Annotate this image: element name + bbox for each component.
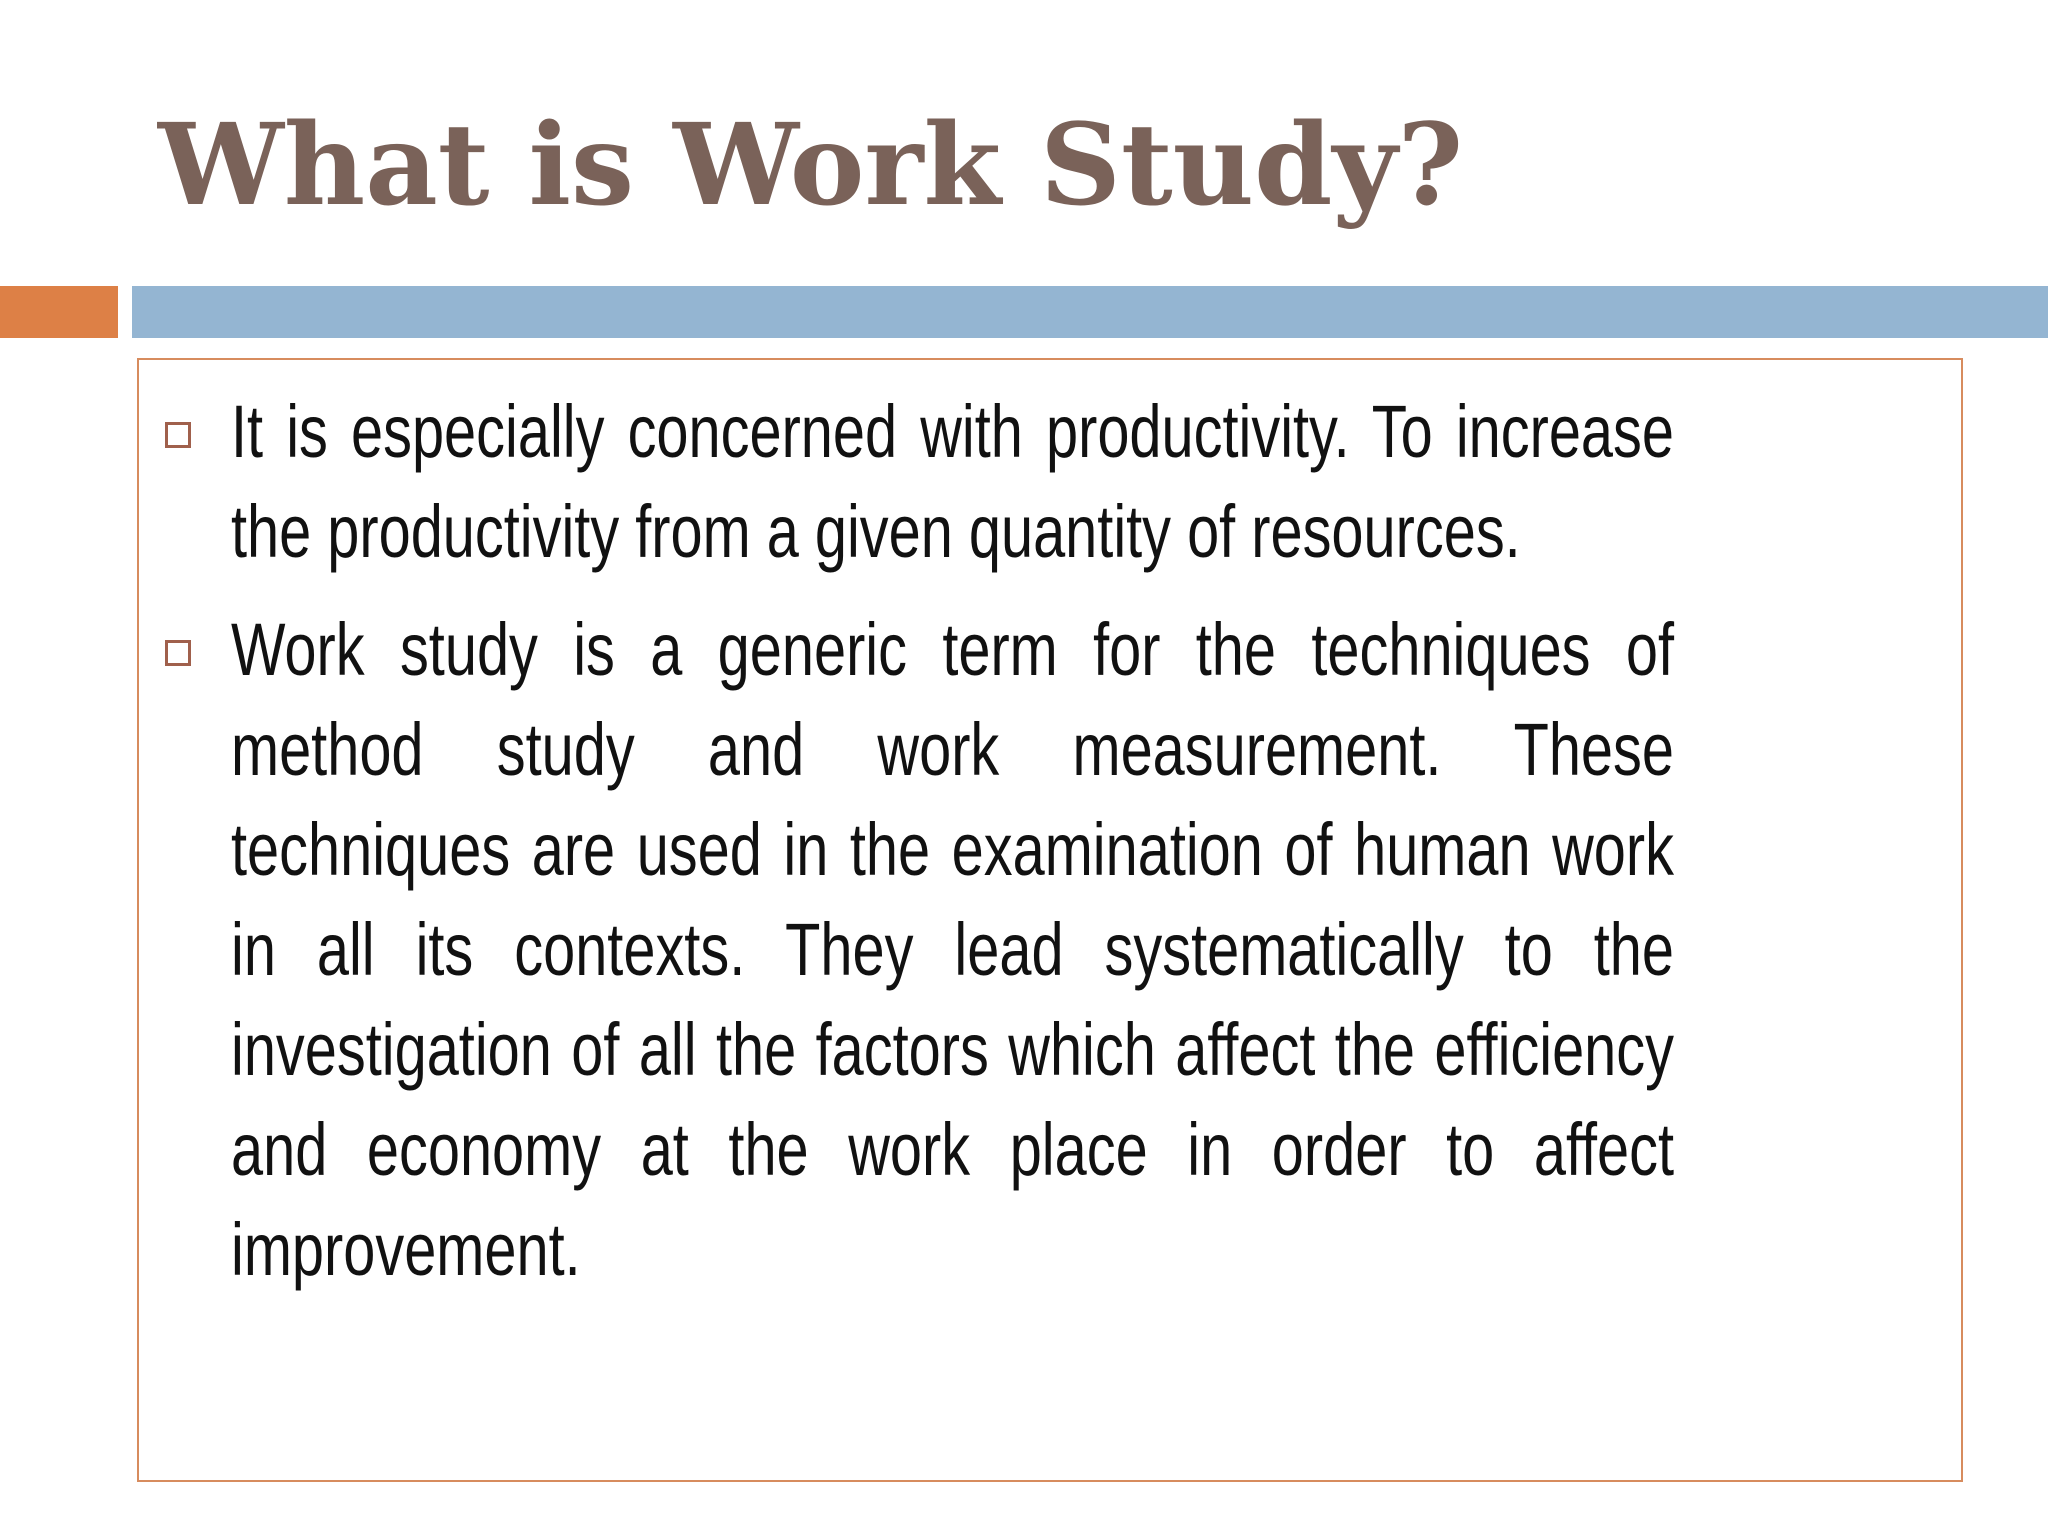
accent-bar-orange: [0, 286, 118, 338]
slide-title: What is Work Study?: [158, 100, 1464, 231]
square-bullet-icon: [165, 640, 191, 666]
bullet-list: [231, 382, 2048, 1318]
bullet-item: [231, 600, 2048, 1300]
bullet-text: It is especially concerned with productivity. To increase the productivity from a given quantity of resources.: [231, 390, 1674, 573]
bullet-item: [231, 382, 2048, 582]
square-bullet-icon: [165, 422, 191, 448]
accent-bar-blue: [132, 286, 2048, 338]
content-box: [137, 358, 1963, 1482]
bullet-text: Work study is a generic term for the techniques of method study and work measurement. These techniques are used in the examination of human work in all its contexts. They lead systematically to the investigation of all the factors which affect the efficiency and economy at the work place in order to affect improvement.: [231, 608, 1674, 1291]
